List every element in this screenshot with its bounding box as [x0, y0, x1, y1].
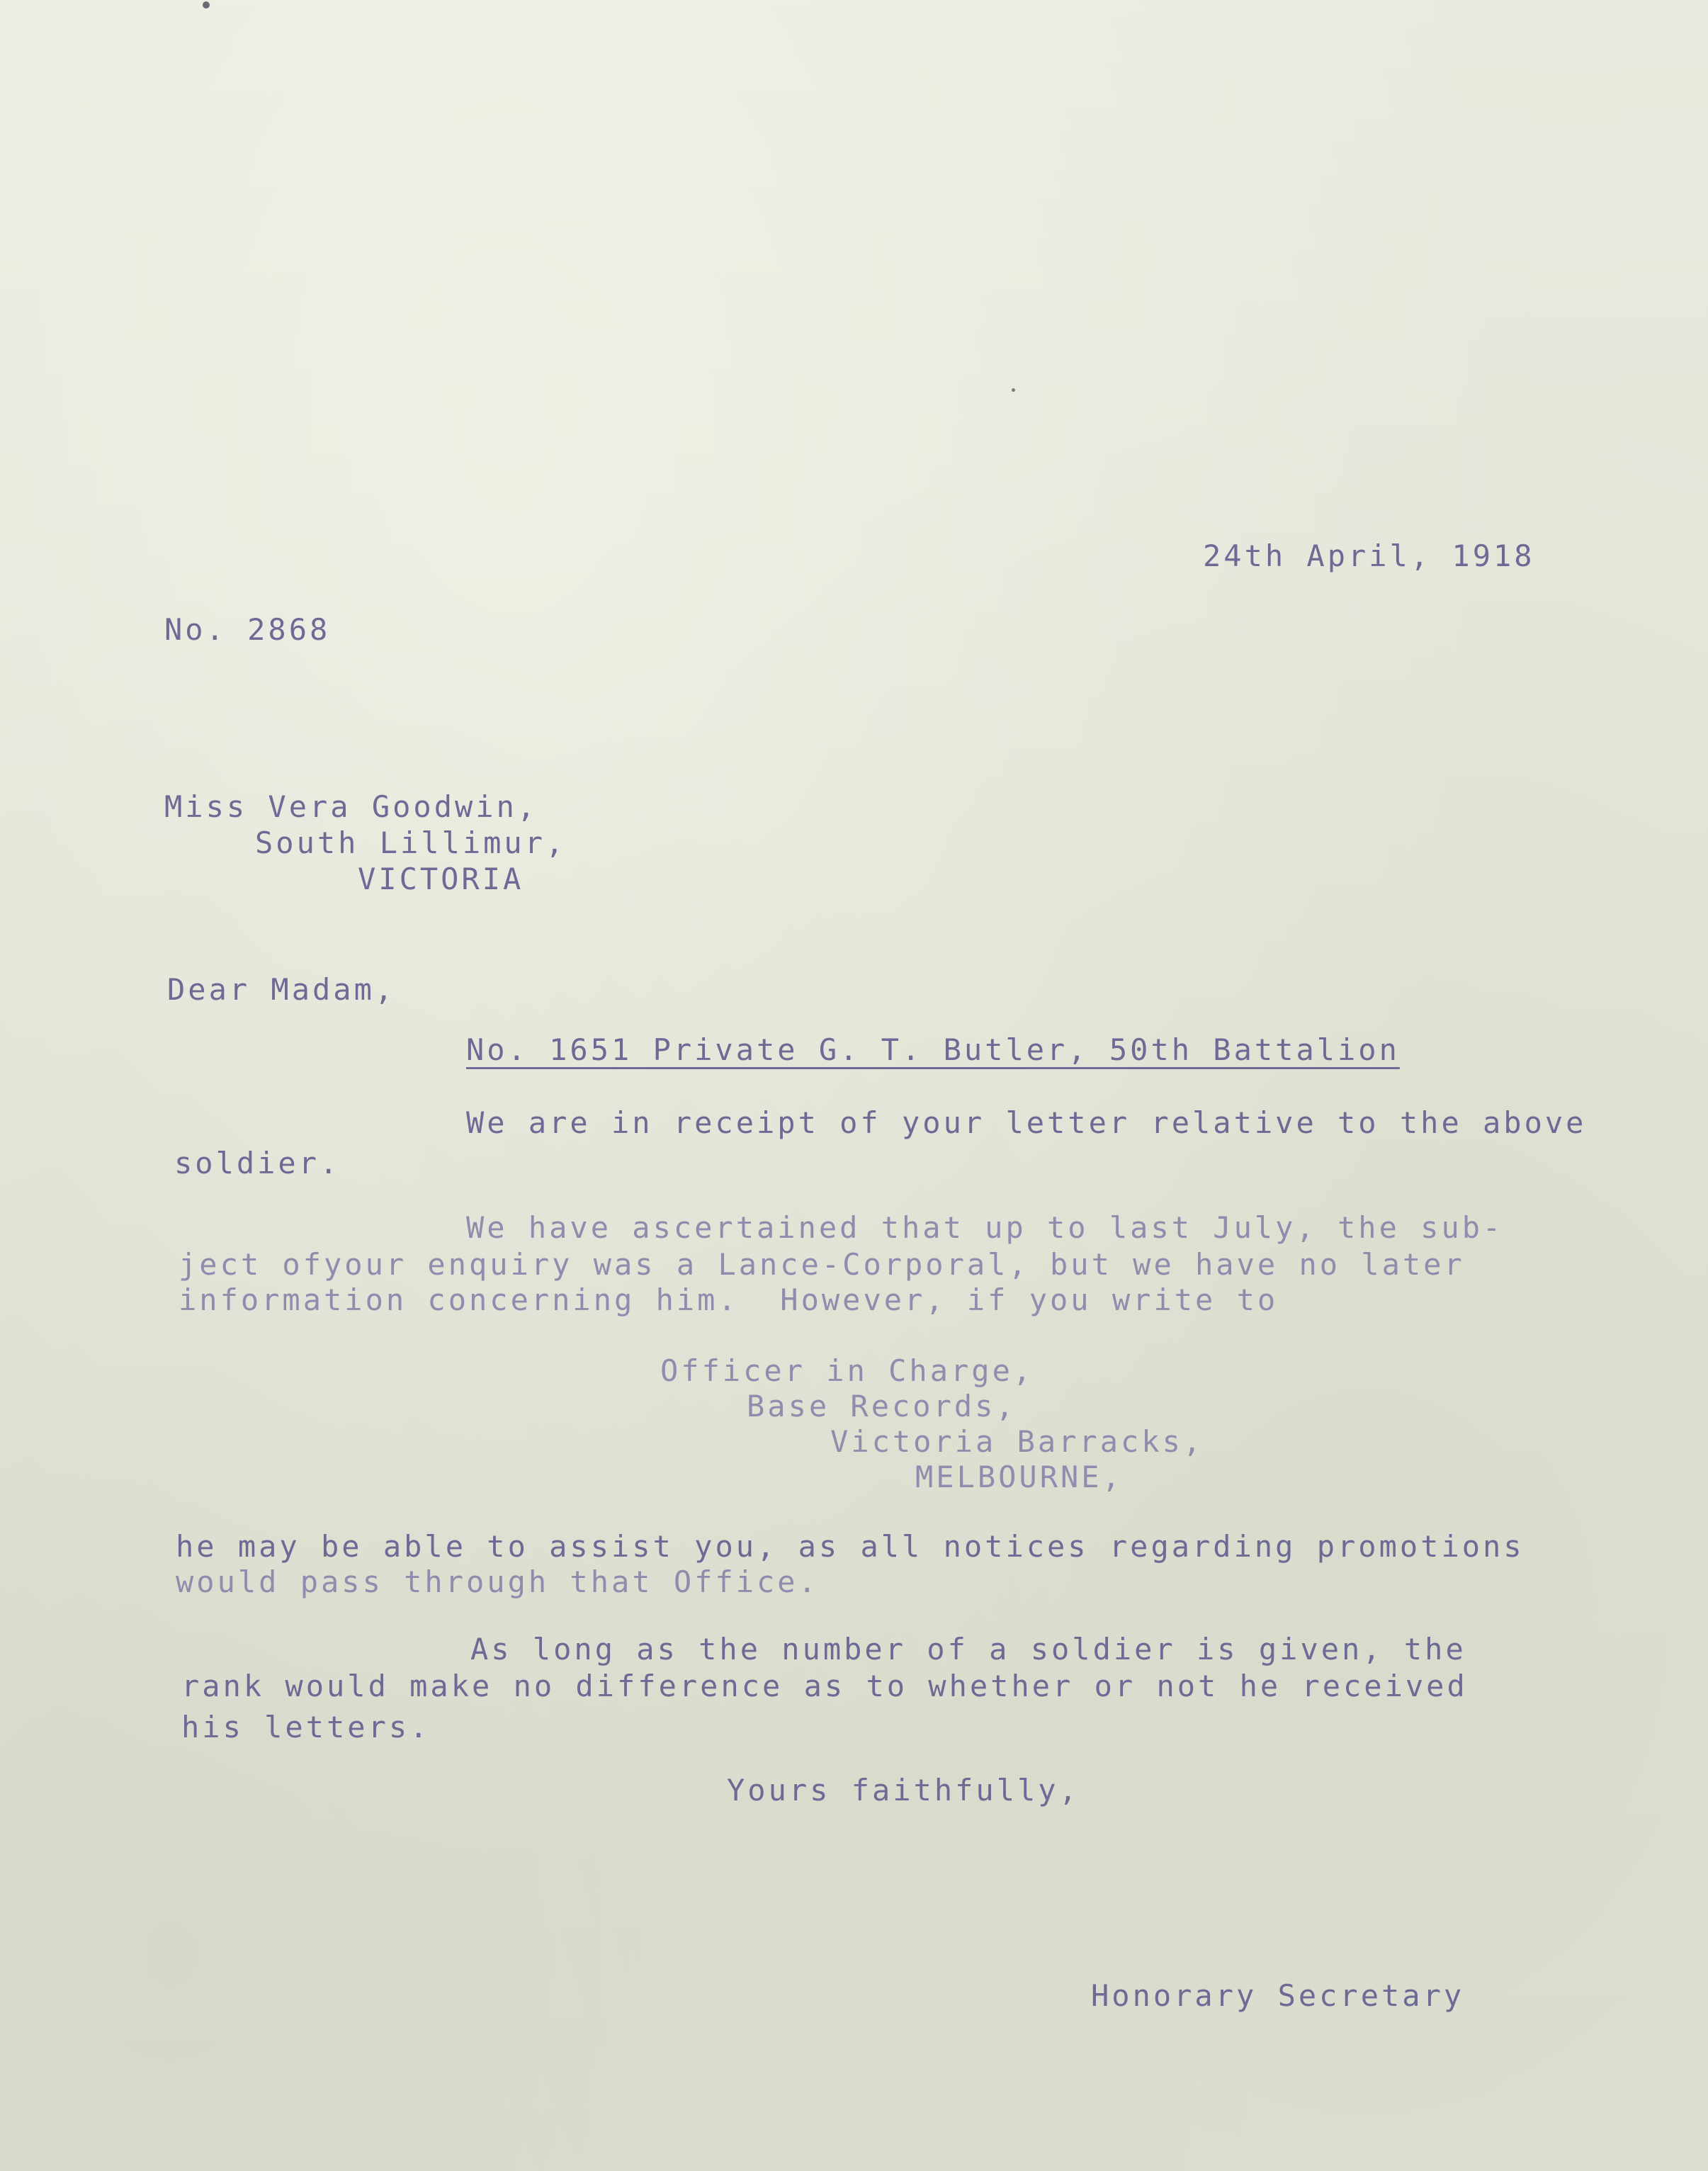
paragraph-3-line-1: he may be able to assist you, as all notices regarding promotions	[176, 1529, 1525, 1564]
salutation: Dear Madam,	[167, 972, 396, 1007]
paragraph-1-line-1: We are in receipt of your letter relative to the above	[466, 1105, 1587, 1140]
ink-speck	[1012, 388, 1015, 392]
address-line-3: Victoria Barracks,	[830, 1424, 1204, 1459]
recipient-name: Miss Vera Goodwin,	[164, 789, 538, 824]
paragraph-2-line-1: We have ascertained that up to last July, the sub-	[466, 1210, 1504, 1245]
closing: Yours faithfully,	[727, 1773, 1080, 1808]
address-line-1: Officer in Charge,	[660, 1353, 1034, 1388]
address-line-4: MELBOURNE,	[915, 1460, 1123, 1494]
paragraph-2-line-3: information concerning him. However, if you write to	[179, 1282, 1279, 1317]
ink-speck	[203, 1, 210, 9]
paragraph-4-line-1: As long as the number of a soldier is given, the	[470, 1632, 1466, 1667]
paragraph-2-line-2: ject ofyour enquiry was a Lance-Corporal, but we have no later	[179, 1247, 1465, 1282]
paragraph-4-line-3: his letters.	[181, 1710, 431, 1744]
recipient-town: South Lillimur,	[255, 825, 567, 860]
address-line-2: Base Records,	[747, 1389, 1017, 1423]
reference-number: No. 2868	[164, 612, 331, 647]
paragraph-3-line-2: would pass through that Office.	[176, 1564, 819, 1599]
letter-date: 24th April, 1918	[1203, 538, 1535, 573]
subject-line: No. 1651 Private G. T. Butler, 50th Battalion	[466, 1032, 1400, 1067]
signatory-title: Honorary Secretary	[1091, 1978, 1465, 2013]
paragraph-4-line-2: rank would make no difference as to whether or not he received	[181, 1669, 1468, 1703]
recipient-state: VICTORIA	[358, 862, 524, 896]
paragraph-1-line-2: soldier.	[174, 1146, 341, 1180]
